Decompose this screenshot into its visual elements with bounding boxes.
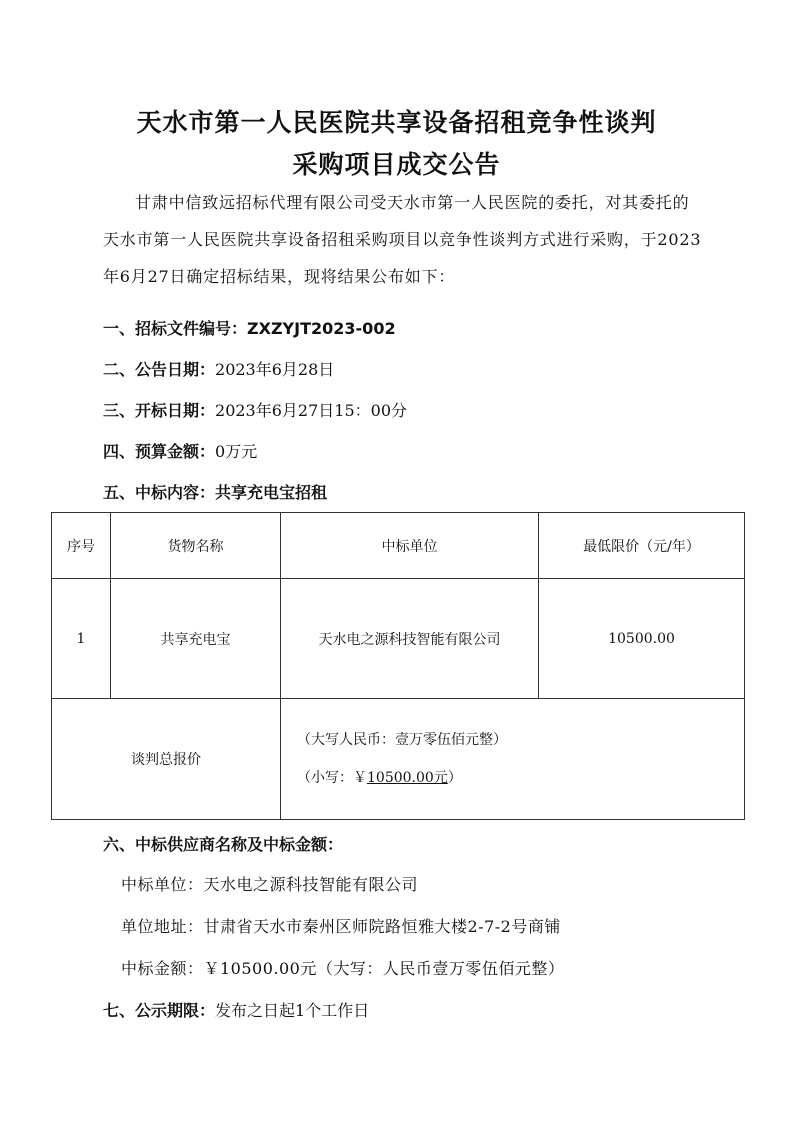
budget-value: 0万元: [215, 442, 258, 461]
header-cell-price: 最低限价（元/年）: [539, 513, 745, 579]
section-label: 三、开标日期：: [103, 401, 216, 420]
winner-address: 单位地址：甘肃省天水市秦州区师院路恒雅大楼2-7-2号商铺: [121, 917, 561, 936]
total-value-cell: [281, 699, 745, 820]
total-lower-prefix: （小写：￥: [297, 770, 367, 786]
header-cell-winner: 中标单位: [281, 513, 539, 579]
header-cell-no: 序号: [52, 513, 111, 579]
document-title-line1: 天水市第一人民医院共享设备招租竞争性谈判: [136, 108, 657, 137]
total-lower: [297, 759, 744, 797]
header-cell-goods: 货物名称: [111, 513, 281, 579]
cell-no: 1: [52, 579, 111, 699]
section-announce-date: [103, 357, 334, 380]
winner-amount: 中标金额：￥10500.00元（大写：人民币壹万零伍佰元整）: [121, 959, 565, 978]
section-label: 六、中标供应商名称及中标金额：: [103, 835, 344, 854]
winner-unit: 中标单位：天水电之源科技智能有限公司: [121, 875, 419, 894]
document-title-line2: 采购项目成交公告: [292, 150, 501, 179]
cell-winner: 天水电之源科技智能有限公司: [281, 579, 539, 699]
total-lower-amount: 10500.00元: [367, 770, 448, 786]
award-table: [51, 512, 745, 820]
table-row: [52, 579, 745, 699]
open-date-value: 2023年6月27日15：00分: [215, 401, 407, 420]
section-publicity: [103, 998, 369, 1021]
cell-price: 10500.00: [539, 579, 745, 699]
section-label: 七、公示期限：: [103, 1001, 216, 1020]
publicity-value: 发布之日起1个工作日: [215, 1001, 370, 1020]
cell-goods: 共享充电宝: [111, 579, 281, 699]
section-file-number: [103, 316, 396, 339]
table-total-row: [52, 699, 745, 820]
award-content-value: 共享充电宝招租: [215, 483, 328, 502]
section-award-content: [103, 480, 327, 503]
section-label: 二、公告日期：: [103, 360, 216, 379]
total-lower-suffix: ）: [447, 770, 462, 786]
section-label: 一、招标文件编号：: [103, 319, 248, 338]
total-upper: （大写人民币：壹万零伍佰元整）: [297, 732, 507, 748]
total-label-cell: 谈判总报价: [52, 699, 281, 820]
intro-paragraph: 甘肃中信致远招标代理有限公司受天水市第一人民医院的委托，对其委托的天水市第一人民医院共享设备招租采购项目以竞争性谈判方式进行采购，于2023年6月27日确定招标结果，现将结果公布如下：: [103, 193, 702, 286]
section-winner: [103, 832, 343, 855]
table-header-row: [52, 513, 745, 579]
section-open-date: [103, 398, 407, 421]
announce-date-value: 2023年6月28日: [215, 360, 335, 379]
section-label: 五、中标内容：: [103, 483, 216, 502]
file-number-value: ZXZYJT2023-002: [247, 319, 396, 338]
section-budget: [103, 439, 257, 462]
section-label: 四、预算金额：: [103, 442, 216, 461]
